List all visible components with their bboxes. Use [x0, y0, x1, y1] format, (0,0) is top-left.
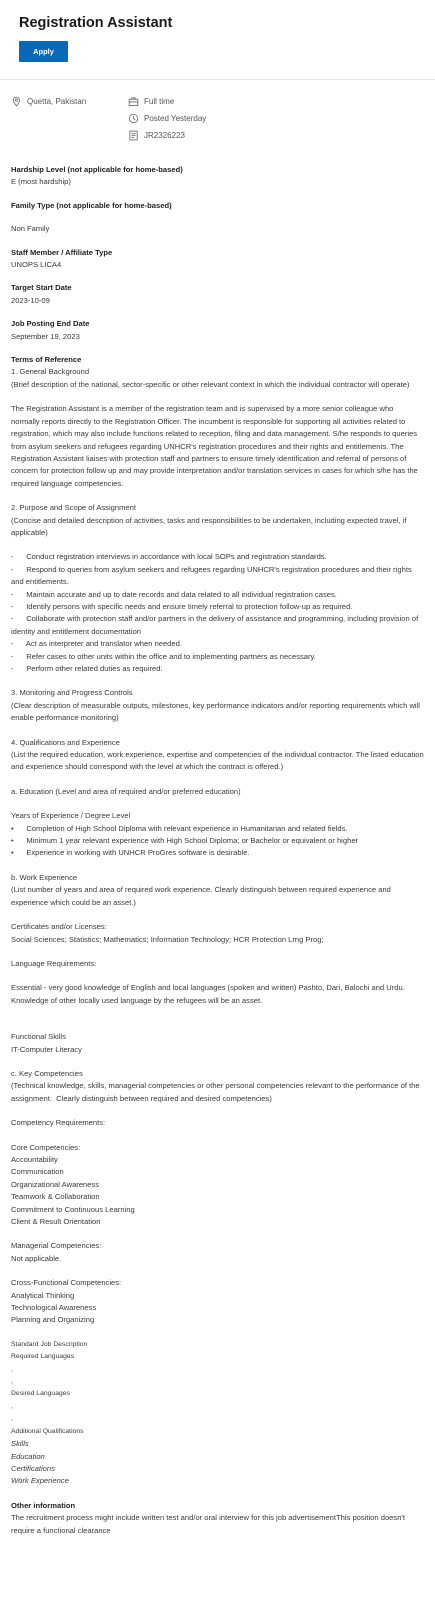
hardship-value: E (most hardship): [11, 177, 71, 187]
hardship-label: Hardship Level (not applicable for home-based): [11, 165, 183, 174]
list-item: Technological Awareness: [11, 1303, 97, 1313]
standard-job-description: Standard Job Description: [11, 1340, 88, 1348]
required-languages-value: ,: [11, 1378, 13, 1386]
required-languages-title: Required Languages: [11, 1353, 75, 1361]
monitoring-desc: (Clear description of measurable outputs, milestones, key performance indicators and/or reporting requirements which will enable performance monitoring): [11, 700, 423, 723]
list-item: - Maintain accurate and up to date records and data related to all individual registration cases.: [11, 589, 337, 599]
list-item: - Identify persons with specific needs and ensure timely referral to protection follow-up as required.: [11, 601, 353, 611]
certificates-title: Certificates and/or Licenses:: [11, 922, 107, 932]
end-date-value: September 19, 2023: [11, 331, 80, 341]
desired-languages-value: ,: [11, 1402, 13, 1410]
years-title: Years of Experience / Degree Level: [11, 811, 131, 821]
purpose-title: 2. Purpose and Scope of Assignment: [11, 503, 136, 513]
skills-label: Skills: [11, 1439, 29, 1449]
general-background-title: 1. General Background: [11, 367, 90, 377]
list-item: Planning and Organizing: [11, 1315, 95, 1325]
key-competencies-title: c. Key Competencies: [11, 1068, 83, 1078]
work-experience-desc: (List number of years and area of required work experience. Clearly distinguish between required experience and experience which could be an asset.): [11, 885, 394, 907]
education-label: Education: [11, 1451, 45, 1461]
posted-text: Posted Yesterday: [144, 114, 207, 123]
purpose-desc: (Concise and detailed description of activities, tasks and responsibilities to be undertaken, including expected travel, if applicable): [11, 515, 409, 537]
meta-job-id: [128, 130, 185, 141]
meta-posted: [128, 113, 206, 124]
list-item: • Completion of High School Diploma with relevant experience in Humanitarian and related fields.: [11, 823, 348, 833]
education-title: a. Education (Level and area of required and/or preferred education): [11, 786, 241, 796]
work-experience-title: b. Work Experience: [11, 872, 78, 882]
meta-location: [11, 96, 86, 107]
monitoring-title: 3. Monitoring and Progress Controls: [11, 688, 133, 698]
job-meta: [0, 80, 435, 152]
list-item: - Refer cases to other units within the office and to implementing partners as necessary.: [11, 651, 316, 661]
job-header: [0, 0, 435, 80]
time-type-text: Full time: [144, 97, 175, 106]
start-date-label: Target Start Date: [11, 283, 72, 293]
core-competencies-title: Core Competencies:: [11, 1142, 81, 1152]
key-competencies-desc: (Technical knowledge, skills, managerial competencies or other personal competencies relevant to the performance of the assignment. Clearly distinguish between required and desired competencies): [11, 1081, 422, 1103]
list-item: - Collaborate with protection staff and/or partners in the delivery of assistance and programming, including provision of identity and entitlement documentation: [11, 614, 421, 636]
staff-value: UNOPS LICA4: [11, 260, 62, 270]
additional-qualifications-title: Additional Qualifications: [11, 1427, 84, 1435]
list-item: Teamwork & Collaboration: [11, 1192, 100, 1202]
general-background-body: The Registration Assistant is a member of the registration team and is supervised by a more senior colleague who normally reports directly to the Registration Officer. The incumbent is responsible for supporting all activities related to registration, which may also include functions related to reception, filing and data management. S/he responds to queries from asylum seekers and refugees regarding UNHCR's registration procedures and their rights and entitlements. The Registration Assistant liaises with protection staff and partners to ensure timely identification and referral of persons of concern for protection follow up and may provide interpretation and/or translation services in cases for which s/he has the required language competencies.: [11, 404, 421, 488]
list-item: Organizational Awareness: [11, 1179, 100, 1189]
job-description: [0, 152, 435, 1537]
other-information-title: Other information: [11, 1500, 76, 1510]
id-icon: [128, 130, 139, 141]
certificates-value: Social Sciences; Statistics; Mathematics; Information Technology; HCR Protection Lrng Prog;: [11, 934, 324, 944]
desired-languages-title: Desired Languages: [11, 1390, 70, 1398]
end-date-label: Job Posting End Date: [11, 319, 90, 329]
language-value: Essential - very good knowledge of English and local languages (spoken and written) Pashto, Dari, Balochi and Urdu. Knowledge of other locally used language by the refugees will be an asset.: [11, 983, 407, 1005]
managerial-competencies-title: Managerial Competencies:: [11, 1241, 102, 1251]
qualifications-desc: (List the required education, work experience, expertise and competencies of the individual contractor. The listed education and experience should correspond with the level at which the contract is offered.): [11, 750, 426, 772]
list-item: - Act as interpreter and translator when needed.: [11, 639, 182, 649]
apply-button[interactable]: Apply: [19, 41, 68, 62]
job-id-text: JR2326223: [144, 131, 185, 140]
location-text: Quetta, Pakistan: [27, 97, 87, 106]
family-value: Non Family: [11, 224, 50, 234]
other-information-body: The recruitment process might include written test and/or oral interview for this job advertisementThis position doesn't require a functional clearance: [11, 1513, 408, 1535]
list-item: • Minimum 1 year relevant experience with High School Diploma; or Bachelor or equivalent or higher: [11, 836, 359, 846]
staff-label: Staff Member / Affiliate Type: [11, 247, 113, 257]
cross-functional-title: Cross-Functional Competencies:: [11, 1278, 122, 1288]
list-item: - Respond to queries from asylum seekers and refugees regarding UNHCR's registration procedures and their rights and entitlements.: [11, 564, 414, 587]
required-languages-value: ,: [11, 1365, 13, 1373]
functional-skills-title: Functional Skills: [11, 1032, 66, 1042]
briefcase-icon: [128, 96, 139, 107]
list-item: Analytical Thinking: [11, 1290, 75, 1300]
location-icon: [11, 96, 22, 107]
tor-heading: Terms of Reference: [11, 355, 82, 365]
language-title: Language Requirements:: [11, 958, 97, 968]
desired-languages-value: ,: [11, 1415, 13, 1423]
list-item: Communication: [11, 1167, 64, 1177]
family-label: Family Type (not applicable for home-based): [11, 200, 172, 210]
list-item: Client & Result Orientation: [11, 1217, 101, 1226]
list-item: Commitment to Continuous Learning: [11, 1204, 135, 1214]
work-experience-label: Work Experience: [11, 1476, 69, 1486]
certifications-label: Certifications: [11, 1463, 55, 1473]
list-item: - Perform other related duties as required.: [11, 664, 163, 673]
clock-icon: [128, 113, 139, 124]
start-date-value: 2023-10-09: [11, 295, 50, 305]
managerial-competencies-value: Not applicable.: [11, 1253, 62, 1263]
list-item: - Conduct registration interviews in accordance with local SOPs and registration standards.: [11, 552, 327, 562]
general-background-desc: (Brief description of the national, sector-specific or other relevant context in which the individual contractor will operate): [11, 379, 410, 389]
functional-skills-value: IT-Computer Literacy: [11, 1044, 82, 1054]
page-title: Registration Assistant: [19, 15, 173, 31]
list-item: • Experience in working with UNHCR ProGres software is desirable.: [11, 848, 250, 858]
meta-time-type: [128, 96, 174, 107]
competency-requirements: Competency Requirements:: [11, 1118, 106, 1128]
qualifications-title: 4. Qualifications and Experience: [11, 737, 120, 747]
list-item: Accountability: [11, 1154, 58, 1164]
